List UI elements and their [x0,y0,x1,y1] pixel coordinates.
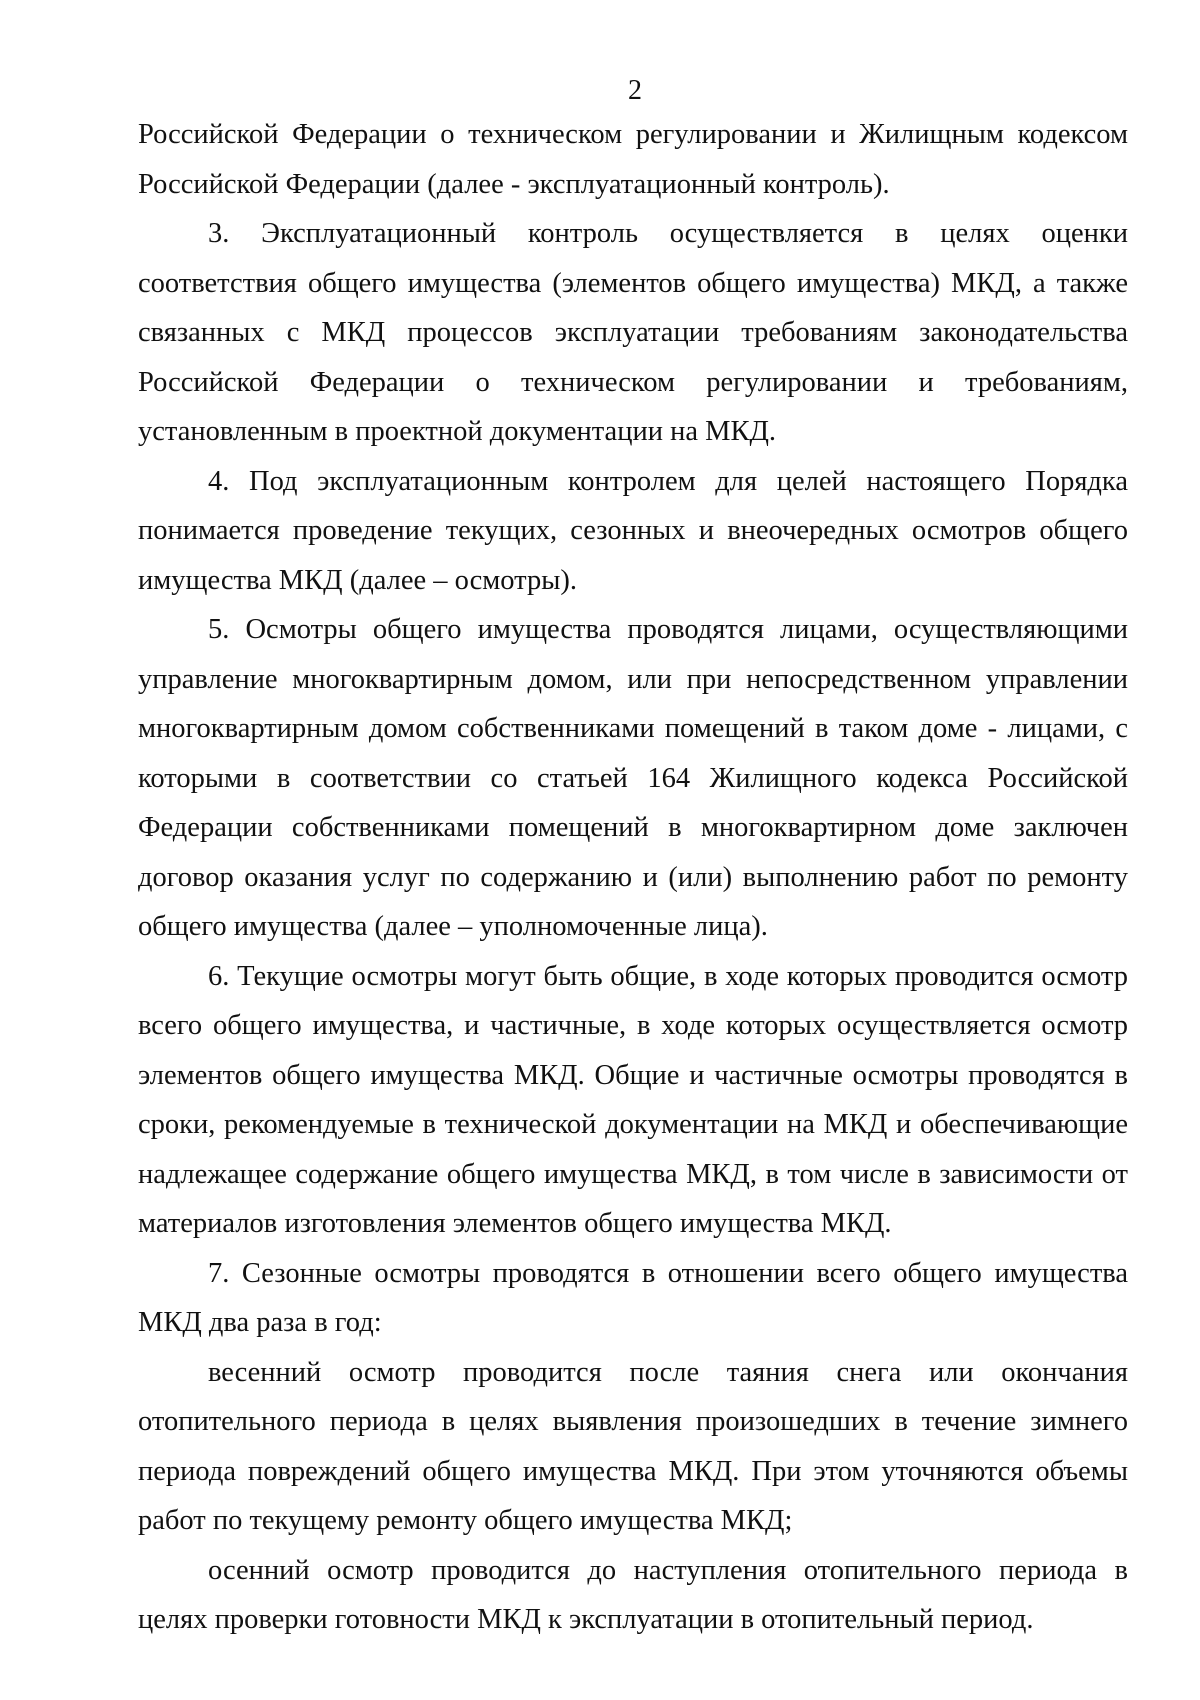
paragraph-item-7-spring: весенний осмотр проводится после таяния снега или окончания отопительного периода в целях выявления произошедших в течение зимнего периода повреждений общего имущества МКД. При этом уточняются объемы работ по текущему ремонту общего имущества МКД; [138,1356,1128,1536]
paragraph-item-7: 7. Сезонные осмотры проводятся в отношении всего общего имущества МКД два раза в год: [138,1257,1128,1338]
document-body [138,110,1128,1645]
paragraph-item-6: 6. Текущие осмотры могут быть общие, в ходе которых проводится осмотр всего общего имущества, и частичные, в ходе которых осуществляется осмотр элементов общего имущества МКД. Общие и частичные осмотры проводятся в сроки, рекомендуемые в технической документации на МКД и обеспечивающие надлежащее содержание общего имущества МКД, в том числе в зависимости от материалов изготовления элементов общего имущества МКД. [138,960,1128,1239]
page-number: 2 [628,75,642,106]
paragraph-item-3: 3. Эксплуатационный контроль осуществляется в целях оценки соответствия общего имущества (элементов общего имущества) МКД, а также связанных с МКД процессов эксплуатации требованиям законодательства Российской Федерации о техническом регулировании и требованиям, установленным в проектной документации на МКД. [138,218,1128,447]
paragraph-item-7-autumn: осенний осмотр проводится до наступления отопительного периода в целях проверки готовности МКД к эксплуатации в отопительный период. [138,1554,1128,1635]
paragraph-item-4: 4. Под эксплуатационным контролем для целей настоящего Порядка понимается проведение текущих, сезонных и внеочередных осмотров общего имущества МКД (далее – осмотры). [138,465,1128,596]
paragraph-continuation: Российской Федерации о техническом регулировании и Жилищным кодексом Российской Федерации (далее - эксплуатационный контроль). [138,119,1128,200]
paragraph-item-5: 5. Осмотры общего имущества проводятся лицами, осуществляющими управление многоквартирным домом, или при непосредственном управлении многоквартирным домом собственниками помещений в таком доме - лицами, с которыми в соответствии со статьей 164 Жилищного кодекса Российской Федерации собственниками помещений в многоквартирном доме заключен договор оказания услуг по содержанию и (или) выполнению работ по ремонту общего имущества (далее – уполномоченные лица). [138,614,1128,942]
